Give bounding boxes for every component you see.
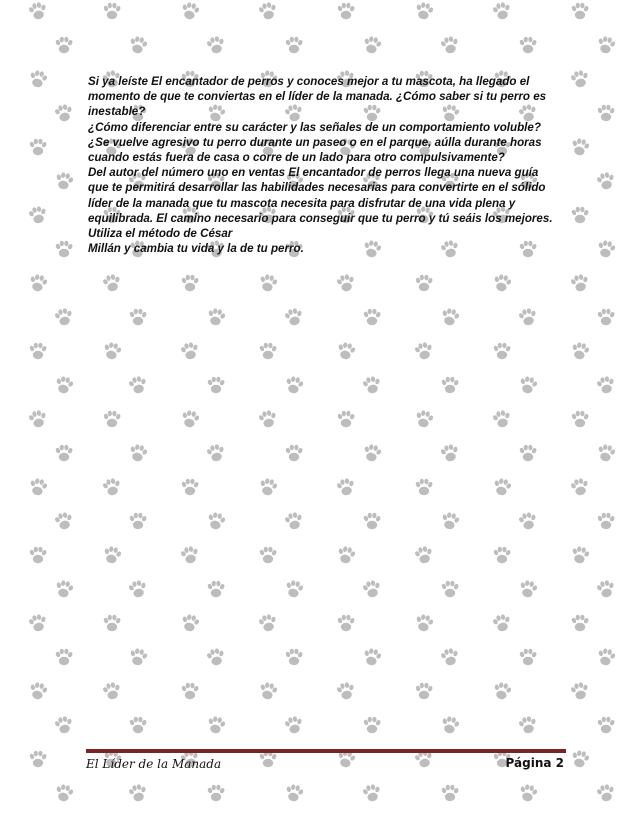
paw-print-icon: [596, 35, 617, 55]
paw-print-icon: [519, 37, 537, 54]
paw-print-icon: [362, 35, 383, 55]
paw-print-icon: [361, 783, 382, 803]
paw-print-icon: [259, 343, 277, 360]
paw-print-icon: [413, 545, 434, 565]
paw-print-icon: [54, 783, 75, 803]
paw-print-icon: [283, 511, 304, 531]
paw-print-icon: [517, 511, 538, 531]
paw-print-icon: [414, 1, 435, 21]
paw-print-icon: [441, 785, 459, 802]
paw-print-icon: [206, 307, 227, 327]
paw-print-icon: [180, 409, 201, 429]
paragraph-2: ¿Cómo diferenciar entre su carácter y las señales de un comportamiento voluble? ¿Se vuelve agresivo tu perro durante un paseo o en el parque, aúlla durante horas cuando estás fuera de casa o corre de un lado para otro compulsivamente?: [88, 120, 542, 165]
paw-print-icon: [570, 341, 591, 361]
paw-print-icon: [283, 715, 304, 735]
paragraph-3: Del autor del número uno en ventas El encantador de perros llega una nueva guía que te permitirá desarrollar las habilidades necesarias para convertirte en el sólido líder de la manada que tu mascota necesita para disfrutar de una vida plena y equilibrada. El camino necesario para conseguir que tu perro y tú seáis los mejores. Utiliza el método de César: [88, 166, 553, 241]
paw-print-icon: [101, 273, 122, 293]
paw-print-icon: [517, 715, 538, 735]
paw-print-icon: [28, 681, 49, 701]
paw-print-icon: [284, 783, 305, 803]
paw-print-icon: [596, 443, 617, 463]
paw-print-icon: [206, 511, 227, 531]
paw-print-icon: [439, 647, 460, 667]
paw-print-icon: [129, 513, 147, 530]
paw-print-icon: [103, 411, 121, 428]
paw-print-icon: [441, 581, 459, 598]
paw-print-icon: [29, 547, 47, 564]
paw-print-icon: [336, 545, 357, 565]
paw-print-icon: [207, 785, 225, 802]
paw-print-icon: [27, 409, 48, 429]
paw-print-icon: [128, 443, 149, 463]
paw-print-icon: [259, 547, 277, 564]
paw-print-icon: [413, 341, 434, 361]
paw-print-icon: [414, 409, 435, 429]
paw-print-icon: [363, 717, 381, 734]
paw-print-icon: [571, 615, 589, 632]
paragraph-4: Millán y cambia tu vida y la de tu perro.: [88, 242, 304, 256]
paw-print-icon: [519, 649, 537, 666]
paw-print-icon: [569, 681, 590, 701]
paw-print-icon: [337, 3, 355, 20]
paw-print-icon: [491, 409, 512, 429]
paw-print-icon: [127, 783, 148, 803]
paw-print-icon: [28, 477, 49, 497]
paw-print-icon: [55, 649, 73, 666]
paw-print-icon: [337, 615, 355, 632]
paw-print-icon: [491, 613, 512, 633]
paw-print-icon: [595, 783, 616, 803]
paw-print-icon: [28, 69, 49, 89]
paw-print-icon: [53, 715, 74, 735]
paw-print-icon: [596, 647, 617, 667]
paw-print-icon: [492, 273, 513, 293]
paw-print-icon: [440, 307, 461, 327]
paw-print-icon: [129, 717, 147, 734]
paw-print-icon: [181, 479, 199, 496]
main-text: [88, 74, 558, 256]
paw-print-icon: [570, 545, 591, 565]
paw-print-icon: [180, 613, 201, 633]
paw-print-icon: [54, 171, 75, 191]
paw-print-icon: [595, 579, 616, 599]
paw-print-icon: [597, 309, 615, 326]
paw-print-icon: [415, 479, 433, 496]
paw-print-icon: [335, 273, 356, 293]
paw-print-icon: [335, 477, 356, 497]
paw-print-icon: [415, 275, 433, 292]
paw-print-icon: [103, 615, 121, 632]
paw-print-icon: [206, 715, 227, 735]
paw-print-icon: [569, 69, 590, 89]
paw-print-icon: [53, 307, 74, 327]
paw-print-icon: [361, 375, 382, 395]
paw-print-icon: [129, 309, 147, 326]
paw-print-icon: [259, 751, 277, 768]
paw-print-icon: [597, 717, 615, 734]
paw-print-icon: [492, 477, 513, 497]
paw-print-icon: [27, 205, 48, 225]
paw-print-icon: [285, 37, 303, 54]
paw-print-icon: [53, 103, 74, 123]
paw-print-icon: [362, 443, 383, 463]
paw-print-icon: [440, 511, 461, 531]
paw-print-icon: [257, 409, 278, 429]
paw-print-icon: [258, 681, 279, 701]
paw-print-icon: [285, 649, 303, 666]
paw-print-icon: [518, 579, 539, 599]
paw-print-icon: [207, 581, 225, 598]
paw-print-icon: [181, 683, 199, 700]
paw-print-icon: [336, 341, 357, 361]
paw-print-icon: [101, 477, 122, 497]
paw-print-icon: [285, 445, 303, 462]
paw-print-icon: [595, 375, 616, 395]
paw-print-icon: [569, 273, 590, 293]
paw-print-icon: [29, 139, 47, 156]
paw-print-icon: [284, 375, 305, 395]
paw-print-icon: [362, 647, 383, 667]
paw-print-icon: [491, 1, 512, 21]
paw-print-icon: [519, 445, 537, 462]
paw-print-icon: [257, 1, 278, 21]
paw-print-icon: [337, 411, 355, 428]
paw-print-icon: [571, 3, 589, 20]
paw-print-icon: [493, 547, 511, 564]
paw-print-icon: [128, 647, 149, 667]
paw-print-icon: [570, 749, 591, 769]
paw-print-icon: [102, 341, 123, 361]
paw-print-icon: [128, 35, 149, 55]
paw-print-icon: [101, 681, 122, 701]
paw-print-icon: [179, 341, 200, 361]
paw-print-icon: [27, 1, 48, 21]
paw-print-icon: [28, 273, 49, 293]
paw-print-icon: [53, 511, 74, 531]
paw-print-icon: [205, 443, 226, 463]
paw-print-icon: [597, 513, 615, 530]
paw-print-icon: [569, 477, 590, 497]
paw-print-icon: [596, 239, 617, 259]
paw-print-icon: [518, 375, 539, 395]
paw-print-icon: [55, 241, 73, 258]
paw-print-icon: [597, 105, 615, 122]
paw-print-icon: [29, 343, 47, 360]
paw-print-icon: [102, 545, 123, 565]
paw-print-icon: [55, 445, 73, 462]
paw-print-icon: [518, 783, 539, 803]
paw-print-icon: [439, 443, 460, 463]
paw-print-icon: [258, 477, 279, 497]
paw-print-icon: [415, 683, 433, 700]
paw-print-icon: [595, 171, 616, 191]
paw-print-icon: [127, 375, 148, 395]
paw-print-icon: [493, 343, 511, 360]
paw-print-icon: [284, 579, 305, 599]
footer-title: El Líder de la Manada: [86, 757, 222, 771]
paw-print-icon: [55, 37, 73, 54]
paw-print-icon: [29, 751, 47, 768]
paw-print-icon: [283, 307, 304, 327]
paw-print-icon: [205, 647, 226, 667]
paw-print-icon: [440, 715, 461, 735]
paw-print-icon: [517, 307, 538, 327]
paw-print-icon: [205, 35, 226, 55]
paw-print-icon: [54, 579, 75, 599]
paw-print-icon: [361, 579, 382, 599]
paw-print-icon: [180, 1, 201, 21]
paw-print-icon: [363, 309, 381, 326]
paw-print-icon: [127, 579, 148, 599]
paw-print-icon: [414, 613, 435, 633]
paw-print-icon: [179, 545, 200, 565]
paw-print-icon: [441, 377, 459, 394]
paw-print-icon: [492, 681, 513, 701]
paw-print-icon: [257, 613, 278, 633]
footer-divider: [86, 749, 566, 753]
paw-print-icon: [439, 35, 460, 55]
paw-print-icon: [103, 3, 121, 20]
paw-print-icon: [570, 137, 591, 157]
paw-print-icon: [571, 207, 589, 224]
paw-print-icon: [258, 273, 279, 293]
paw-print-icon: [54, 375, 75, 395]
paw-print-icon: [335, 681, 356, 701]
paragraph-1: Si ya leíste El encantador de perros y conoces mejor a tu mascota, ha llegado el momento de que te conviertas en el líder de la manada. ¿Cómo saber si tu perro es inestable?: [88, 75, 547, 119]
paw-print-icon: [571, 411, 589, 428]
paw-print-icon: [181, 275, 199, 292]
paw-print-icon: [207, 377, 225, 394]
page-number: Página 2: [505, 756, 564, 770]
paw-print-icon: [27, 613, 48, 633]
paw-print-icon: [363, 513, 381, 530]
